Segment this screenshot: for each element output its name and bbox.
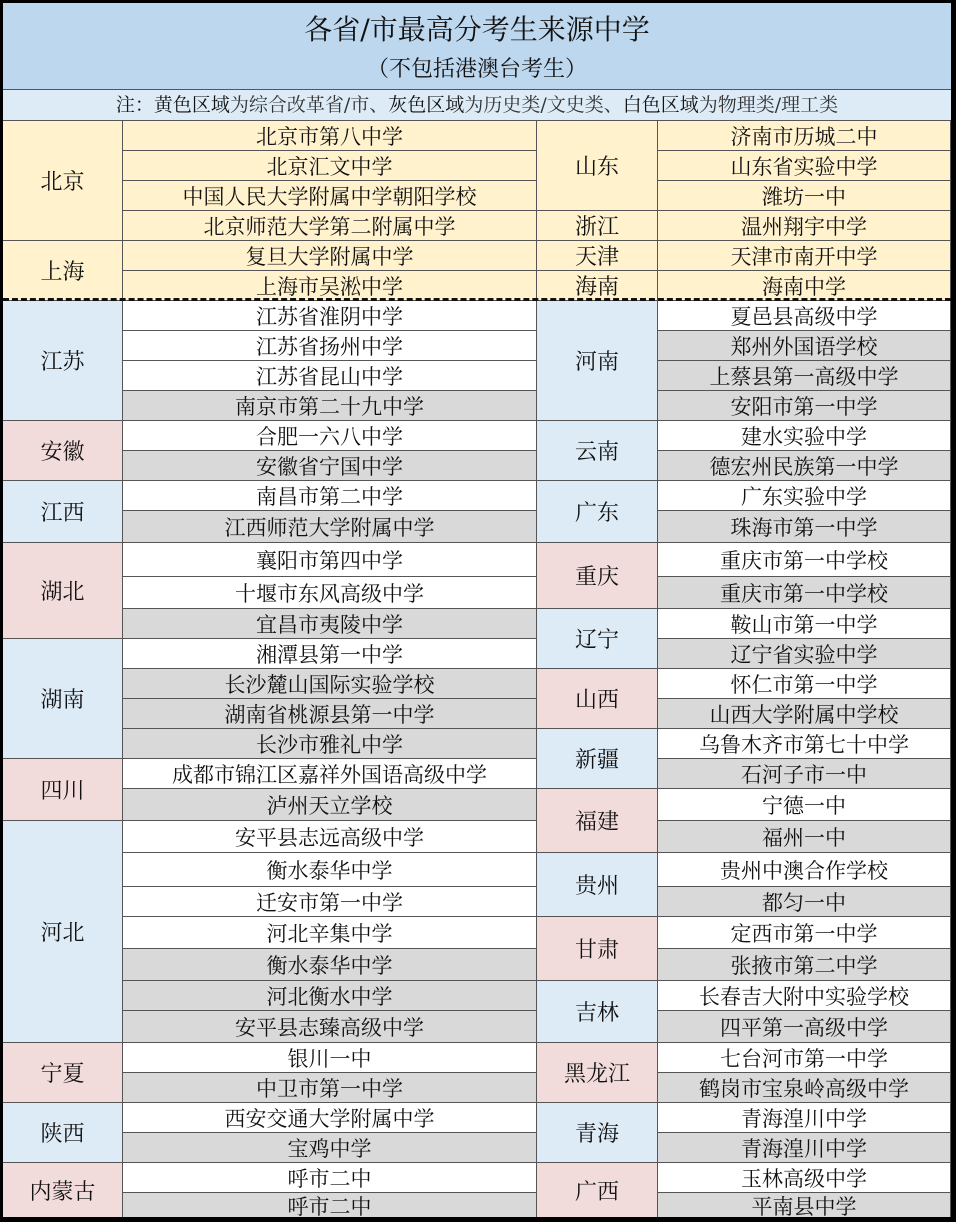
school-cell: 迁安市第一中学 [123, 887, 537, 917]
school-cell: 都匀一中 [658, 887, 951, 917]
school-cell: 天津市南开中学 [658, 241, 951, 271]
school-cell: 建水实验中学 [658, 421, 951, 451]
school-cell: 北京汇文中学 [123, 151, 537, 181]
page-title: 各省/市最高分考生来源中学 [304, 13, 650, 46]
note-yellow-desc: 为综合改革省/市、 [229, 94, 389, 116]
school-cell: 乌鲁木齐市第七十中学 [658, 729, 951, 759]
province-cell: 四川 [3, 759, 123, 821]
province-cell: 河北 [3, 821, 123, 1043]
school-cell: 宜昌市夷陵中学 [123, 609, 537, 639]
province-cell: 江苏 [3, 301, 123, 421]
province-cell: 内蒙古 [3, 1163, 123, 1218]
school-cell: 长沙市雅礼中学 [123, 729, 537, 759]
school-cell: 南京市第二十九中学 [123, 391, 537, 421]
school-cell: 衡水泰华中学 [123, 853, 537, 887]
school-cell: 呼市二中 [123, 1193, 537, 1218]
table-frame [2, 2, 952, 1218]
province-cell: 青海 [537, 1103, 658, 1163]
school-cell: 定西市第一中学 [658, 917, 951, 949]
province-cell: 浙江 [537, 211, 658, 241]
school-cell: 襄阳市第四中学 [123, 543, 537, 577]
school-cell: 怀仁市第一中学 [658, 669, 951, 699]
province-cell: 甘肃 [537, 917, 658, 981]
note-white-label: 白色区域 [622, 94, 699, 116]
school-cell: 江苏省扬州中学 [123, 331, 537, 361]
school-cell: 平南县中学 [658, 1193, 951, 1218]
province-cell: 湖北 [3, 543, 123, 639]
school-cell: 四平第一高级中学 [658, 1011, 951, 1043]
school-cell: 湖南省桃源县第一中学 [123, 699, 537, 729]
school-cell: 银川一中 [123, 1043, 537, 1073]
school-cell: 潍坊一中 [658, 181, 951, 211]
school-cell: 北京市第八中学 [123, 121, 537, 151]
province-cell: 海南 [537, 271, 658, 301]
note-prefix: 注： [115, 94, 154, 116]
school-cell: 十堰市东风高级中学 [123, 577, 537, 609]
school-cell: 张掖市第二中学 [658, 949, 951, 981]
school-cell: 长沙麓山国际实验学校 [123, 669, 537, 699]
province-cell: 云南 [537, 421, 658, 481]
province-cell: 辽宁 [537, 609, 658, 669]
school-cell: 安平县志远高级中学 [123, 821, 537, 853]
region-divider [3, 298, 951, 301]
province-cell: 湖南 [3, 639, 123, 759]
school-cell: 复旦大学附属中学 [123, 241, 537, 271]
province-cell: 河南 [537, 301, 658, 421]
province-cell: 贵州 [537, 853, 658, 917]
school-cell: 安徽省宁国中学 [123, 451, 537, 481]
province-cell: 安徽 [3, 421, 123, 481]
school-cell: 长春吉大附中实验学校 [658, 981, 951, 1011]
school-cell: 中卫市第一中学 [123, 1073, 537, 1103]
note-yellow-label: 黄色区域 [153, 94, 230, 116]
school-cell: 江苏省昆山中学 [123, 361, 537, 391]
school-cell: 江西师范大学附属中学 [123, 511, 537, 543]
page-subtitle: （不包括港澳台考生） [366, 57, 587, 82]
school-cell: 夏邑县高级中学 [658, 301, 951, 331]
school-cell: 鹤岗市宝泉岭高级中学 [658, 1073, 951, 1103]
province-cell: 山西 [537, 669, 658, 729]
province-cell: 上海 [3, 241, 123, 301]
school-cell: 衡水泰华中学 [123, 949, 537, 981]
school-cell: 鞍山市第一中学 [658, 609, 951, 639]
province-cell: 福建 [537, 789, 658, 853]
school-cell: 石河子市一中 [658, 759, 951, 789]
province-cell: 广西 [537, 1163, 658, 1218]
province-cell: 天津 [537, 241, 658, 271]
province-cell: 江西 [3, 481, 123, 543]
school-cell: 济南市历城二中 [658, 121, 951, 151]
school-cell: 温州翔宇中学 [658, 211, 951, 241]
note-gray-label: 灰色区域 [388, 94, 465, 116]
school-cell: 宝鸡中学 [123, 1133, 537, 1163]
school-cell: 贵州中澳合作学校 [658, 853, 951, 887]
school-cell: 成都市锦江区嘉祥外国语高级中学 [123, 759, 537, 789]
school-cell: 江苏省淮阴中学 [123, 301, 537, 331]
school-cell: 重庆市第一中学校 [658, 577, 951, 609]
school-cell: 泸州天立学校 [123, 789, 537, 821]
school-cell: 珠海市第一中学 [658, 511, 951, 543]
school-cell: 青海湟川中学 [658, 1103, 951, 1133]
school-cell: 福州一中 [658, 821, 951, 853]
school-cell: 郑州外国语学校 [658, 331, 951, 361]
school-cell: 上海市吴淞中学 [123, 271, 537, 301]
school-cell: 合肥一六八中学 [123, 421, 537, 451]
school-cell: 中国人民大学附属中学朝阳学校 [123, 181, 537, 211]
note-white-desc: 为物理类/理工类 [698, 94, 839, 116]
province-cell: 新疆 [537, 729, 658, 789]
table-header [3, 3, 951, 90]
school-cell: 七台河市第一中学 [658, 1043, 951, 1073]
school-cell: 辽宁省实验中学 [658, 639, 951, 669]
school-cell: 海南中学 [658, 271, 951, 301]
province-cell: 重庆 [537, 543, 658, 609]
note-gray-desc: 为历史类/文史类、 [464, 94, 623, 116]
province-cell: 山东 [537, 121, 658, 211]
school-cell: 山西大学附属中学校 [658, 699, 951, 729]
school-cell: 广东实验中学 [658, 481, 951, 511]
province-cell: 黑龙江 [537, 1043, 658, 1103]
school-cell: 西安交通大学附属中学 [123, 1103, 537, 1133]
school-cell: 南昌市第二中学 [123, 481, 537, 511]
province-cell: 北京 [3, 121, 123, 241]
school-cell: 重庆市第一中学校 [658, 543, 951, 577]
school-cell: 河北辛集中学 [123, 917, 537, 949]
school-cell: 山东省实验中学 [658, 151, 951, 181]
school-cell: 上蔡县第一高级中学 [658, 361, 951, 391]
province-cell: 陕西 [3, 1103, 123, 1163]
legend-note [3, 90, 951, 121]
school-cell: 北京师范大学第二附属中学 [123, 211, 537, 241]
school-cell: 河北衡水中学 [123, 981, 537, 1011]
province-cell: 广东 [537, 481, 658, 543]
province-cell: 宁夏 [3, 1043, 123, 1103]
school-cell: 呼市二中 [123, 1163, 537, 1193]
school-cell: 青海湟川中学 [658, 1133, 951, 1163]
school-cell: 安阳市第一中学 [658, 391, 951, 421]
school-cell: 玉林高级中学 [658, 1163, 951, 1193]
province-cell: 吉林 [537, 981, 658, 1043]
school-cell: 湘潭县第一中学 [123, 639, 537, 669]
school-cell: 德宏州民族第一中学 [658, 451, 951, 481]
school-cell: 安平县志臻高级中学 [123, 1011, 537, 1043]
school-cell: 宁德一中 [658, 789, 951, 821]
